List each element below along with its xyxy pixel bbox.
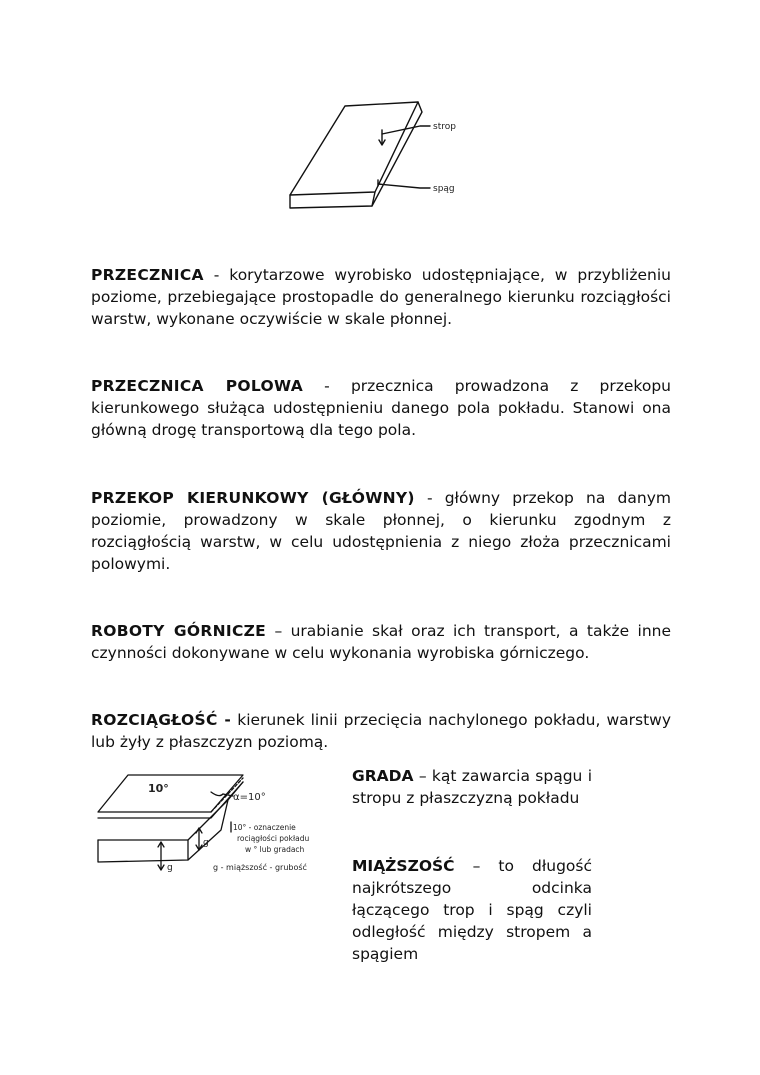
layer-angle-drawing — [93, 770, 353, 885]
layer-angle-figure — [93, 770, 353, 885]
layer-sketch-drawing — [280, 92, 480, 217]
definition-separator: - — [303, 377, 351, 395]
definition-term: PRZECZNICA — [91, 266, 204, 284]
definition-text: urabianie skał oraz ich transport, a także inne czynności dokonywane w celu wykonania wyrobiska górniczego. — [91, 622, 671, 662]
definition-przecznica — [91, 264, 671, 330]
definition-separator: – — [266, 622, 291, 640]
definition-przecznica-polowa — [91, 375, 671, 441]
g-label-right: g — [203, 838, 209, 848]
definition-term: PRZEKOP KIERUNKOWY (GŁÓWNY) — [91, 489, 415, 507]
strop-label: strop — [433, 122, 456, 132]
definition-term: ROBOTY GÓRNICZE — [91, 622, 267, 640]
definition-text: przecznica prowadzona z przekopu kierunkowego służąca udostępnieniu danego pola pokładu. Stanowi ona główną drogę transportową dla tego pola. — [91, 377, 672, 439]
definition-przekop-kierunkowy — [91, 487, 671, 575]
definition-miazszosc — [352, 855, 592, 965]
definition-text: korytarzowe wyrobisko udostępniające, w przybliżeniu poziome, przebiegające prostopadle do generalnego kierunku rozciągłości warstw, wykonane oczywiście w skale płonnej. — [91, 266, 671, 328]
thickness-label: g - miąższość - grubość — [213, 863, 307, 872]
definition-separator: – — [454, 857, 499, 875]
definition-term: ROZCIĄGŁOŚĆ - — [91, 711, 232, 729]
definition-separator: - — [203, 266, 230, 284]
angle-top-label: 10° — [148, 782, 169, 795]
note-line-1: 10° - oznaczenie — [233, 823, 296, 832]
alpha-label: α=10° — [233, 792, 266, 803]
spag-label: spąg — [433, 184, 455, 194]
definition-text: kierunek linii przecięcia nachylonego pokładu, warstwy lub żyły z płaszczyzn poziomą. — [91, 711, 672, 751]
definition-term: PRZECZNICA POLOWA — [91, 377, 304, 395]
definition-rozciaglosc — [91, 709, 671, 753]
definition-separator: - — [414, 489, 445, 507]
definition-text: główny przekop na danym poziomie, prowadzony w skale płonnej, o kierunku zgodnym z rozciągłością warstw, w celu udostępnienia z niego złoża przecznicami polowymi. — [91, 489, 671, 573]
definition-text: to długość najkrótszego odcinka łączącego trop i spąg czyli odległość między stropem a spągiem — [352, 857, 592, 963]
note-line-2: rociągłości pokładu — [237, 834, 310, 843]
definition-roboty-gornicze — [91, 620, 671, 664]
definition-term: GRADA — [352, 767, 414, 785]
note-line-3: w ° lub gradach — [245, 845, 305, 854]
definition-text: kąt zawarcia spągu i stropu z płaszczyzną pokładu — [352, 767, 592, 807]
definition-term: MIĄŻSZOŚĆ — [352, 857, 455, 875]
layer-sketch-figure — [280, 92, 480, 217]
definition-separator: – — [413, 767, 432, 785]
definition-grada — [352, 765, 592, 809]
g-label-left: g — [167, 863, 173, 873]
